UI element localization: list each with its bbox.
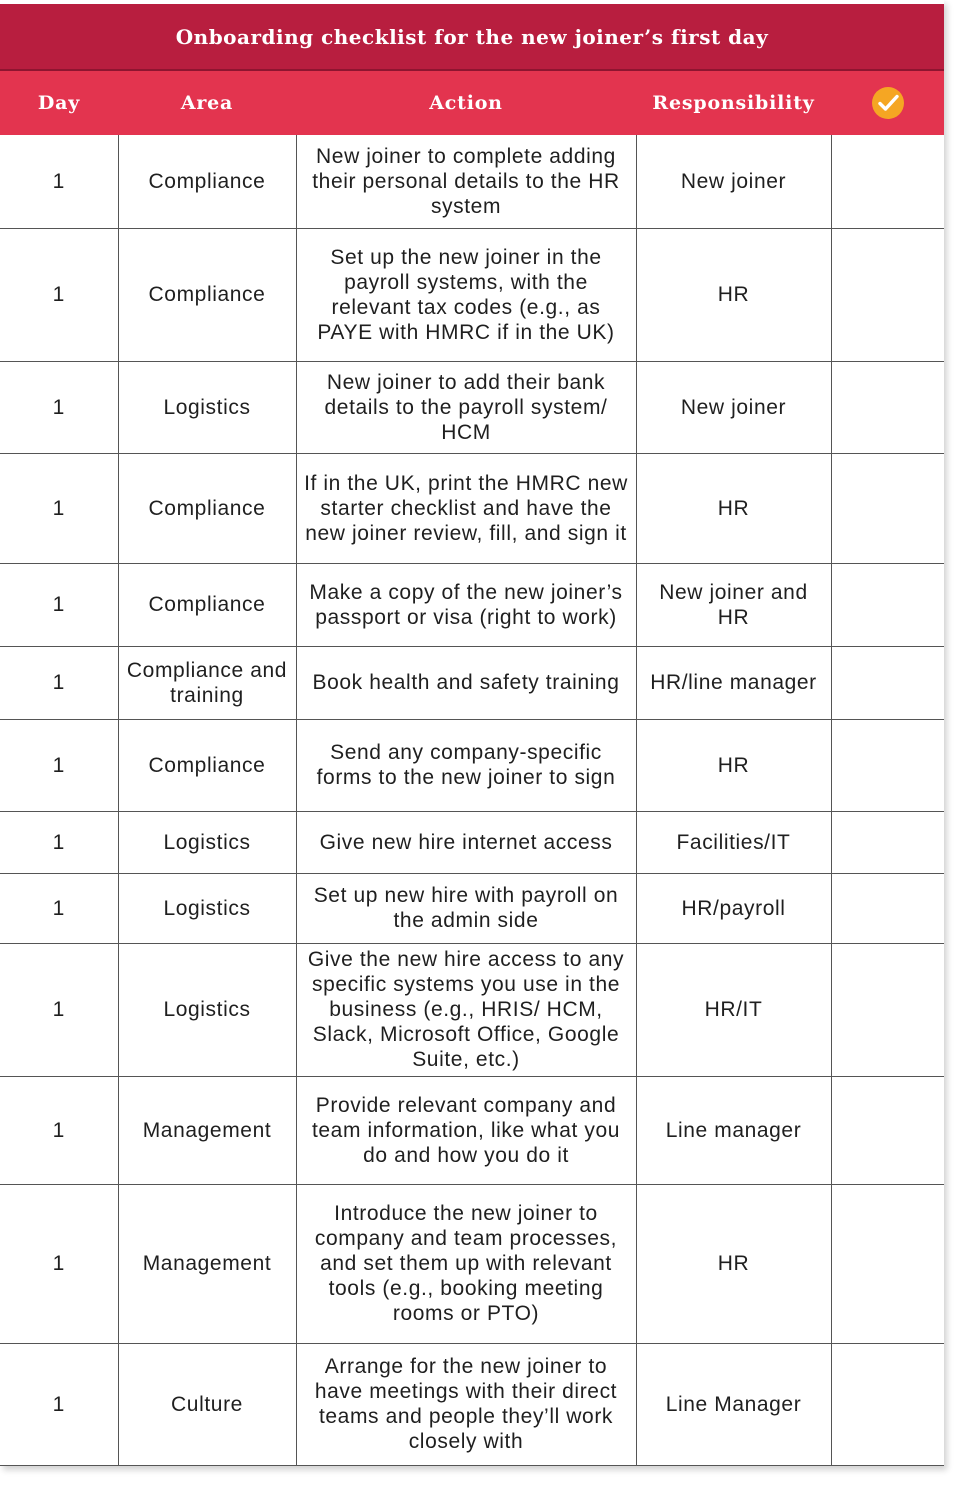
- cell-checkbox[interactable]: [831, 873, 944, 943]
- cell-checkbox[interactable]: [831, 228, 944, 361]
- cell-responsibility: HR: [636, 228, 831, 361]
- cell-day: 1: [0, 361, 118, 453]
- cell-day: 1: [0, 719, 118, 811]
- cell-checkbox[interactable]: [831, 1343, 944, 1465]
- cell-day: 1: [0, 563, 118, 646]
- cell-area: Compliance: [118, 135, 296, 228]
- cell-day: 1: [0, 646, 118, 719]
- cell-action: Provide relevant company and team information, like what you do and how you do it: [296, 1076, 636, 1184]
- cell-day: 1: [0, 228, 118, 361]
- cell-action: Set up the new joiner in the payroll systems, with the relevant tax codes (e.g., as PAYE with HMRC if in the UK): [296, 228, 636, 361]
- cell-day: 1: [0, 135, 118, 228]
- cell-responsibility: Line manager: [636, 1076, 831, 1184]
- checklist-title: Onboarding checklist for the new joiner’s first day: [175, 24, 769, 49]
- cell-day: 1: [0, 1343, 118, 1465]
- cell-day: 1: [0, 1076, 118, 1184]
- table-row: [0, 361, 944, 453]
- table-row: [0, 228, 944, 361]
- cell-responsibility: HR: [636, 453, 831, 563]
- checklist-table: [0, 135, 944, 1466]
- cell-action: New joiner to add their bank details to the payroll system/ HCM: [296, 361, 636, 453]
- table-header: [0, 71, 944, 135]
- cell-responsibility: HR/line manager: [636, 646, 831, 719]
- cell-area: Compliance: [118, 719, 296, 811]
- cell-checkbox[interactable]: [831, 1076, 944, 1184]
- orange-checkmark-icon: [871, 86, 905, 120]
- cell-day: 1: [0, 873, 118, 943]
- table-row: [0, 563, 944, 646]
- cell-responsibility: New joiner: [636, 135, 831, 228]
- cell-action: Arrange for the new joiner to have meetings with their direct teams and people they’ll work closely with: [296, 1343, 636, 1465]
- table-row: [0, 811, 944, 873]
- cell-area: Management: [118, 1184, 296, 1343]
- title-bar: [0, 4, 944, 71]
- cell-checkbox[interactable]: [831, 646, 944, 719]
- cell-action: Make a copy of the new joiner’s passport or visa (right to work): [296, 563, 636, 646]
- cell-area: Logistics: [118, 873, 296, 943]
- table-row: [0, 135, 944, 228]
- cell-area: Compliance and training: [118, 646, 296, 719]
- cell-area: Logistics: [118, 943, 296, 1076]
- cell-responsibility: Line Manager: [636, 1343, 831, 1465]
- table-row: [0, 1076, 944, 1184]
- table-row: [0, 1184, 944, 1343]
- cell-area: Management: [118, 1076, 296, 1184]
- cell-action: Book health and safety training: [296, 646, 636, 719]
- cell-checkbox[interactable]: [831, 719, 944, 811]
- cell-action: Set up new hire with payroll on the admin side: [296, 873, 636, 943]
- cell-area: Compliance: [118, 453, 296, 563]
- cell-area: Culture: [118, 1343, 296, 1465]
- cell-area: Compliance: [118, 228, 296, 361]
- header-day: Day: [37, 92, 81, 114]
- cell-action: Give new hire internet access: [296, 811, 636, 873]
- cell-action: Send any company-specific forms to the new joiner to sign: [296, 719, 636, 811]
- header-responsibility: Responsibility: [652, 92, 815, 114]
- cell-action: Introduce the new joiner to company and team processes, and set them up with relevant tools (e.g., booking meeting rooms or PTO): [296, 1184, 636, 1343]
- header-check: [831, 71, 944, 135]
- table-body: [0, 135, 944, 1465]
- cell-action: If in the UK, print the HMRC new starter checklist and have the new joiner review, fill, and sign it: [296, 453, 636, 563]
- cell-area: Compliance: [118, 563, 296, 646]
- cell-responsibility: HR: [636, 1184, 831, 1343]
- table-row: [0, 873, 944, 943]
- cell-day: 1: [0, 811, 118, 873]
- cell-responsibility: HR: [636, 719, 831, 811]
- cell-action: New joiner to complete adding their personal details to the HR system: [296, 135, 636, 228]
- cell-responsibility: HR/IT: [636, 943, 831, 1076]
- cell-area: Logistics: [118, 361, 296, 453]
- table-row: [0, 453, 944, 563]
- header-action: Action: [429, 92, 503, 114]
- cell-responsibility: Facilities/IT: [636, 811, 831, 873]
- cell-day: 1: [0, 943, 118, 1076]
- cell-day: 1: [0, 453, 118, 563]
- cell-responsibility: HR/payroll: [636, 873, 831, 943]
- cell-responsibility: New joiner: [636, 361, 831, 453]
- cell-responsibility: New joiner and HR: [636, 563, 831, 646]
- cell-checkbox[interactable]: [831, 135, 944, 228]
- cell-checkbox[interactable]: [831, 453, 944, 563]
- header-area: Area: [180, 92, 234, 114]
- cell-checkbox[interactable]: [831, 811, 944, 873]
- cell-checkbox[interactable]: [831, 943, 944, 1076]
- table-row: [0, 646, 944, 719]
- table-row: [0, 719, 944, 811]
- cell-area: Logistics: [118, 811, 296, 873]
- table-row: [0, 943, 944, 1076]
- cell-action: Give the new hire access to any specific systems you use in the business (e.g., HRIS/ HCM, Slack, Microsoft Office, Google Suite, etc.): [296, 943, 636, 1076]
- cell-checkbox[interactable]: [831, 361, 944, 453]
- cell-checkbox[interactable]: [831, 563, 944, 646]
- cell-day: 1: [0, 1184, 118, 1343]
- table-row: [0, 1343, 944, 1465]
- cell-checkbox[interactable]: [831, 1184, 944, 1343]
